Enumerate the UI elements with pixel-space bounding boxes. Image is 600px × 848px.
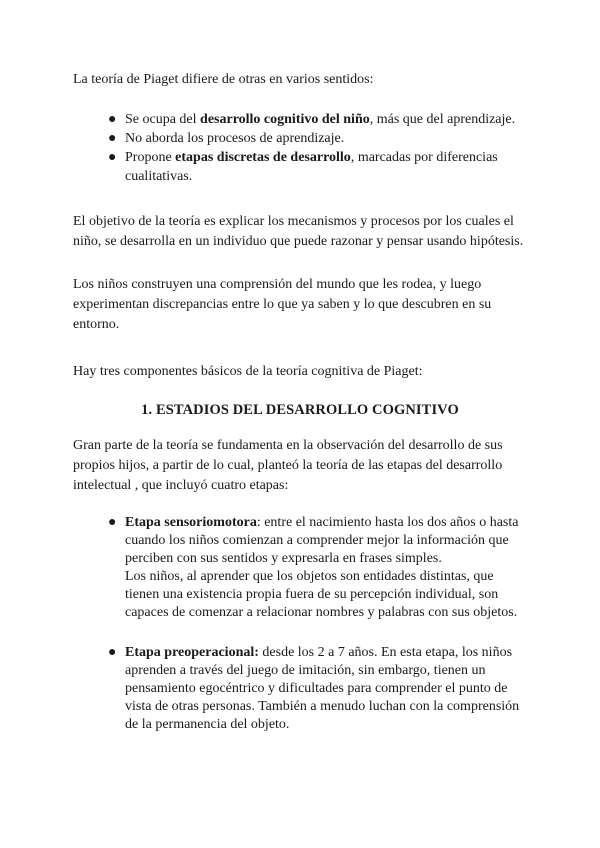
list-item: ● No aborda los procesos de aprendizaje. xyxy=(108,131,345,146)
bullet-icon: ● xyxy=(108,515,117,530)
list-item: ● Propone etapas discretas de desarrollo, marcadas por diferencias cualitativas. xyxy=(108,150,498,184)
section-heading: 1. ESTADIOS DEL DESARROLLO COGNITIVO xyxy=(141,402,459,418)
stage-title: Etapa sensoriomotora xyxy=(125,515,257,530)
list-item: ● Se ocupa del desarrollo cognitivo del niño, más que del aprendizaje. xyxy=(108,112,516,127)
bold-text: etapas discretas de desarrollo xyxy=(175,150,351,165)
stage-title: Etapa preoperacional: xyxy=(125,645,259,660)
bullet-icon: ● xyxy=(108,131,117,146)
stage-text: : entre el nacimiento hasta los dos años o hasta cuando los niños comienzan a comprender mejor la información que perciben con sus sentidos y expresarla en frases simples. xyxy=(125,515,519,566)
components-paragraph: Hay tres componentes básicos de la teoría cognitiva de Piaget: xyxy=(73,364,423,379)
bullet-icon: ● xyxy=(108,645,117,660)
stage-sensoriomotora xyxy=(108,514,528,622)
stage-text: desde los 2 a 7 años. En esta etapa, los niños aprenden a través del juego de imitación, sin embargo, tienen un pensamiento egocéntrico y dificultades para comprender el punto de vista de otras personas. También a menudo luchan con la comprensión de la permanencia del objeto. xyxy=(125,645,520,732)
bullet-icon: ● xyxy=(108,112,117,127)
theory-paragraph: Gran parte de la teoría se fundamenta en la observación del desarrollo de sus propios hijos, a partir de lo cual, planteó la teoría de las etapas del desarrollo intelectual , que incluyó cuatro etapas: xyxy=(73,438,503,493)
bold-text: desarrollo cognitivo del niño xyxy=(200,112,370,127)
children-paragraph: Los niños construyen una comprensión del mundo que les rodea, y luego experimentan discrepancias entre lo que ya saben y lo que descubren en su entorno. xyxy=(73,277,492,332)
stage-preoperacional xyxy=(108,644,528,734)
objective-paragraph: El objetivo de la teoría es explicar los mecanismos y procesos por los cuales el niño, se desarrolla en un individuo que puede razonar y pensar usando hipótesis. xyxy=(73,214,524,249)
bullet-icon: ● xyxy=(108,150,117,165)
intro-paragraph: La teoría de Piaget difiere de otras en varios sentidos: xyxy=(73,72,374,87)
stage-text-continued: Los niños, al aprender que los objetos son entidades distintas, que tienen una existencia propia fuera de su percepción individual, son capaces de comenzar a relacionar nombres y palabras con sus objetos. xyxy=(125,569,518,620)
differences-list xyxy=(73,110,533,186)
